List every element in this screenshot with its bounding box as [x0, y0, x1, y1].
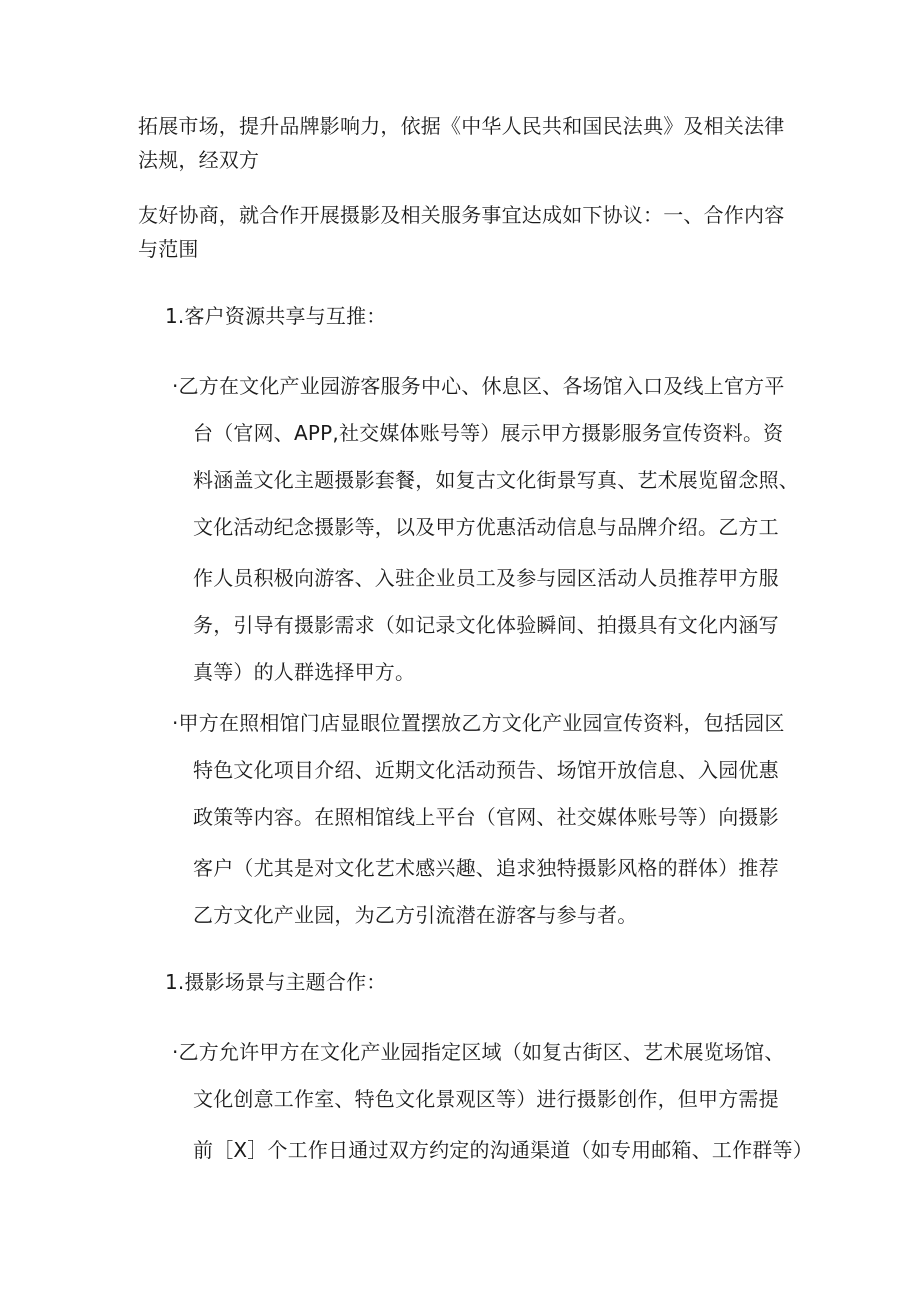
intro-paragraph-1-line-1: 拓展市场，提升品牌影响力，依据《中华人民共和国民法典》及相关法律	[138, 114, 785, 138]
section-1-bullet-1-line-6: 务，引导有摄影需求（如记录文化体验瞬间、拍摄具有文化内涵写	[193, 613, 779, 637]
section-2-bullet-1-line-1: ·乙方允许甲方在文化产业园指定区域（如复古街区、艺术展览场馆、	[172, 1040, 785, 1064]
section-1-bullet-2-line-3: 政策等内容。在照相馆线上平台（官网、社交媒体账号等）向摄影	[193, 805, 779, 829]
section-2-heading: 1.摄影场景与主题合作：	[165, 970, 387, 994]
section-1-bullet-1-line-4: 文化活动纪念摄影等，以及甲方优惠活动信息与品牌介绍。乙方工	[193, 515, 779, 539]
section-1-bullet-1-line-1: ·乙方在文化产业园游客服务中心、休息区、各场馆入口及线上官方平	[172, 374, 785, 398]
section-1-bullet-1-line-2: 台（官网、APP,社交媒体账号等）展示甲方摄影服务宣传资料。资	[193, 421, 784, 445]
section-1-heading: 1.客户资源共享与互推：	[165, 304, 387, 328]
section-1-bullet-1-line-5: 作人员积极向游客、入驻企业员工及参与园区活动人员推荐甲方服	[193, 566, 779, 590]
section-1-bullet-1-line-3: 料涵盖文化主题摄影套餐，如复古文化街景写真、艺术展览留念照、	[193, 468, 799, 492]
section-1-bullet-2-line-1: ·甲方在照相馆门店显眼位置摆放乙方文化产业园宣传资料，包括园区	[172, 711, 785, 735]
section-1-bullet-2-line-5: 乙方文化产业园，为乙方引流潜在游客与参与者。	[193, 903, 638, 927]
section-2-bullet-1-line-3: 前［X］个工作日通过双方约定的沟通渠道（如专用邮箱、工作群等）	[193, 1138, 813, 1162]
intro-paragraph-2-line-2: 与范围	[138, 237, 199, 261]
intro-paragraph-2-line-1: 友好协商，就合作开展摄影及相关服务事宜达成如下协议：一、合作内容	[138, 203, 785, 227]
section-1-bullet-2-line-2: 特色文化项目介绍、近期文化活动预告、场馆开放信息、入园优惠	[193, 758, 779, 782]
section-1-bullet-2-line-4: 客户（尤其是对文化艺术感兴趣、追求独特摄影风格的群体）推荐	[193, 856, 779, 880]
section-2-bullet-1-line-2: 文化创意工作室、特色文化景观区等）进行摄影创作，但甲方需提	[193, 1087, 779, 1111]
section-1-bullet-1-line-7: 真等）的人群选择甲方。	[193, 660, 416, 684]
intro-paragraph-1-line-2: 法规，经双方	[138, 148, 260, 172]
